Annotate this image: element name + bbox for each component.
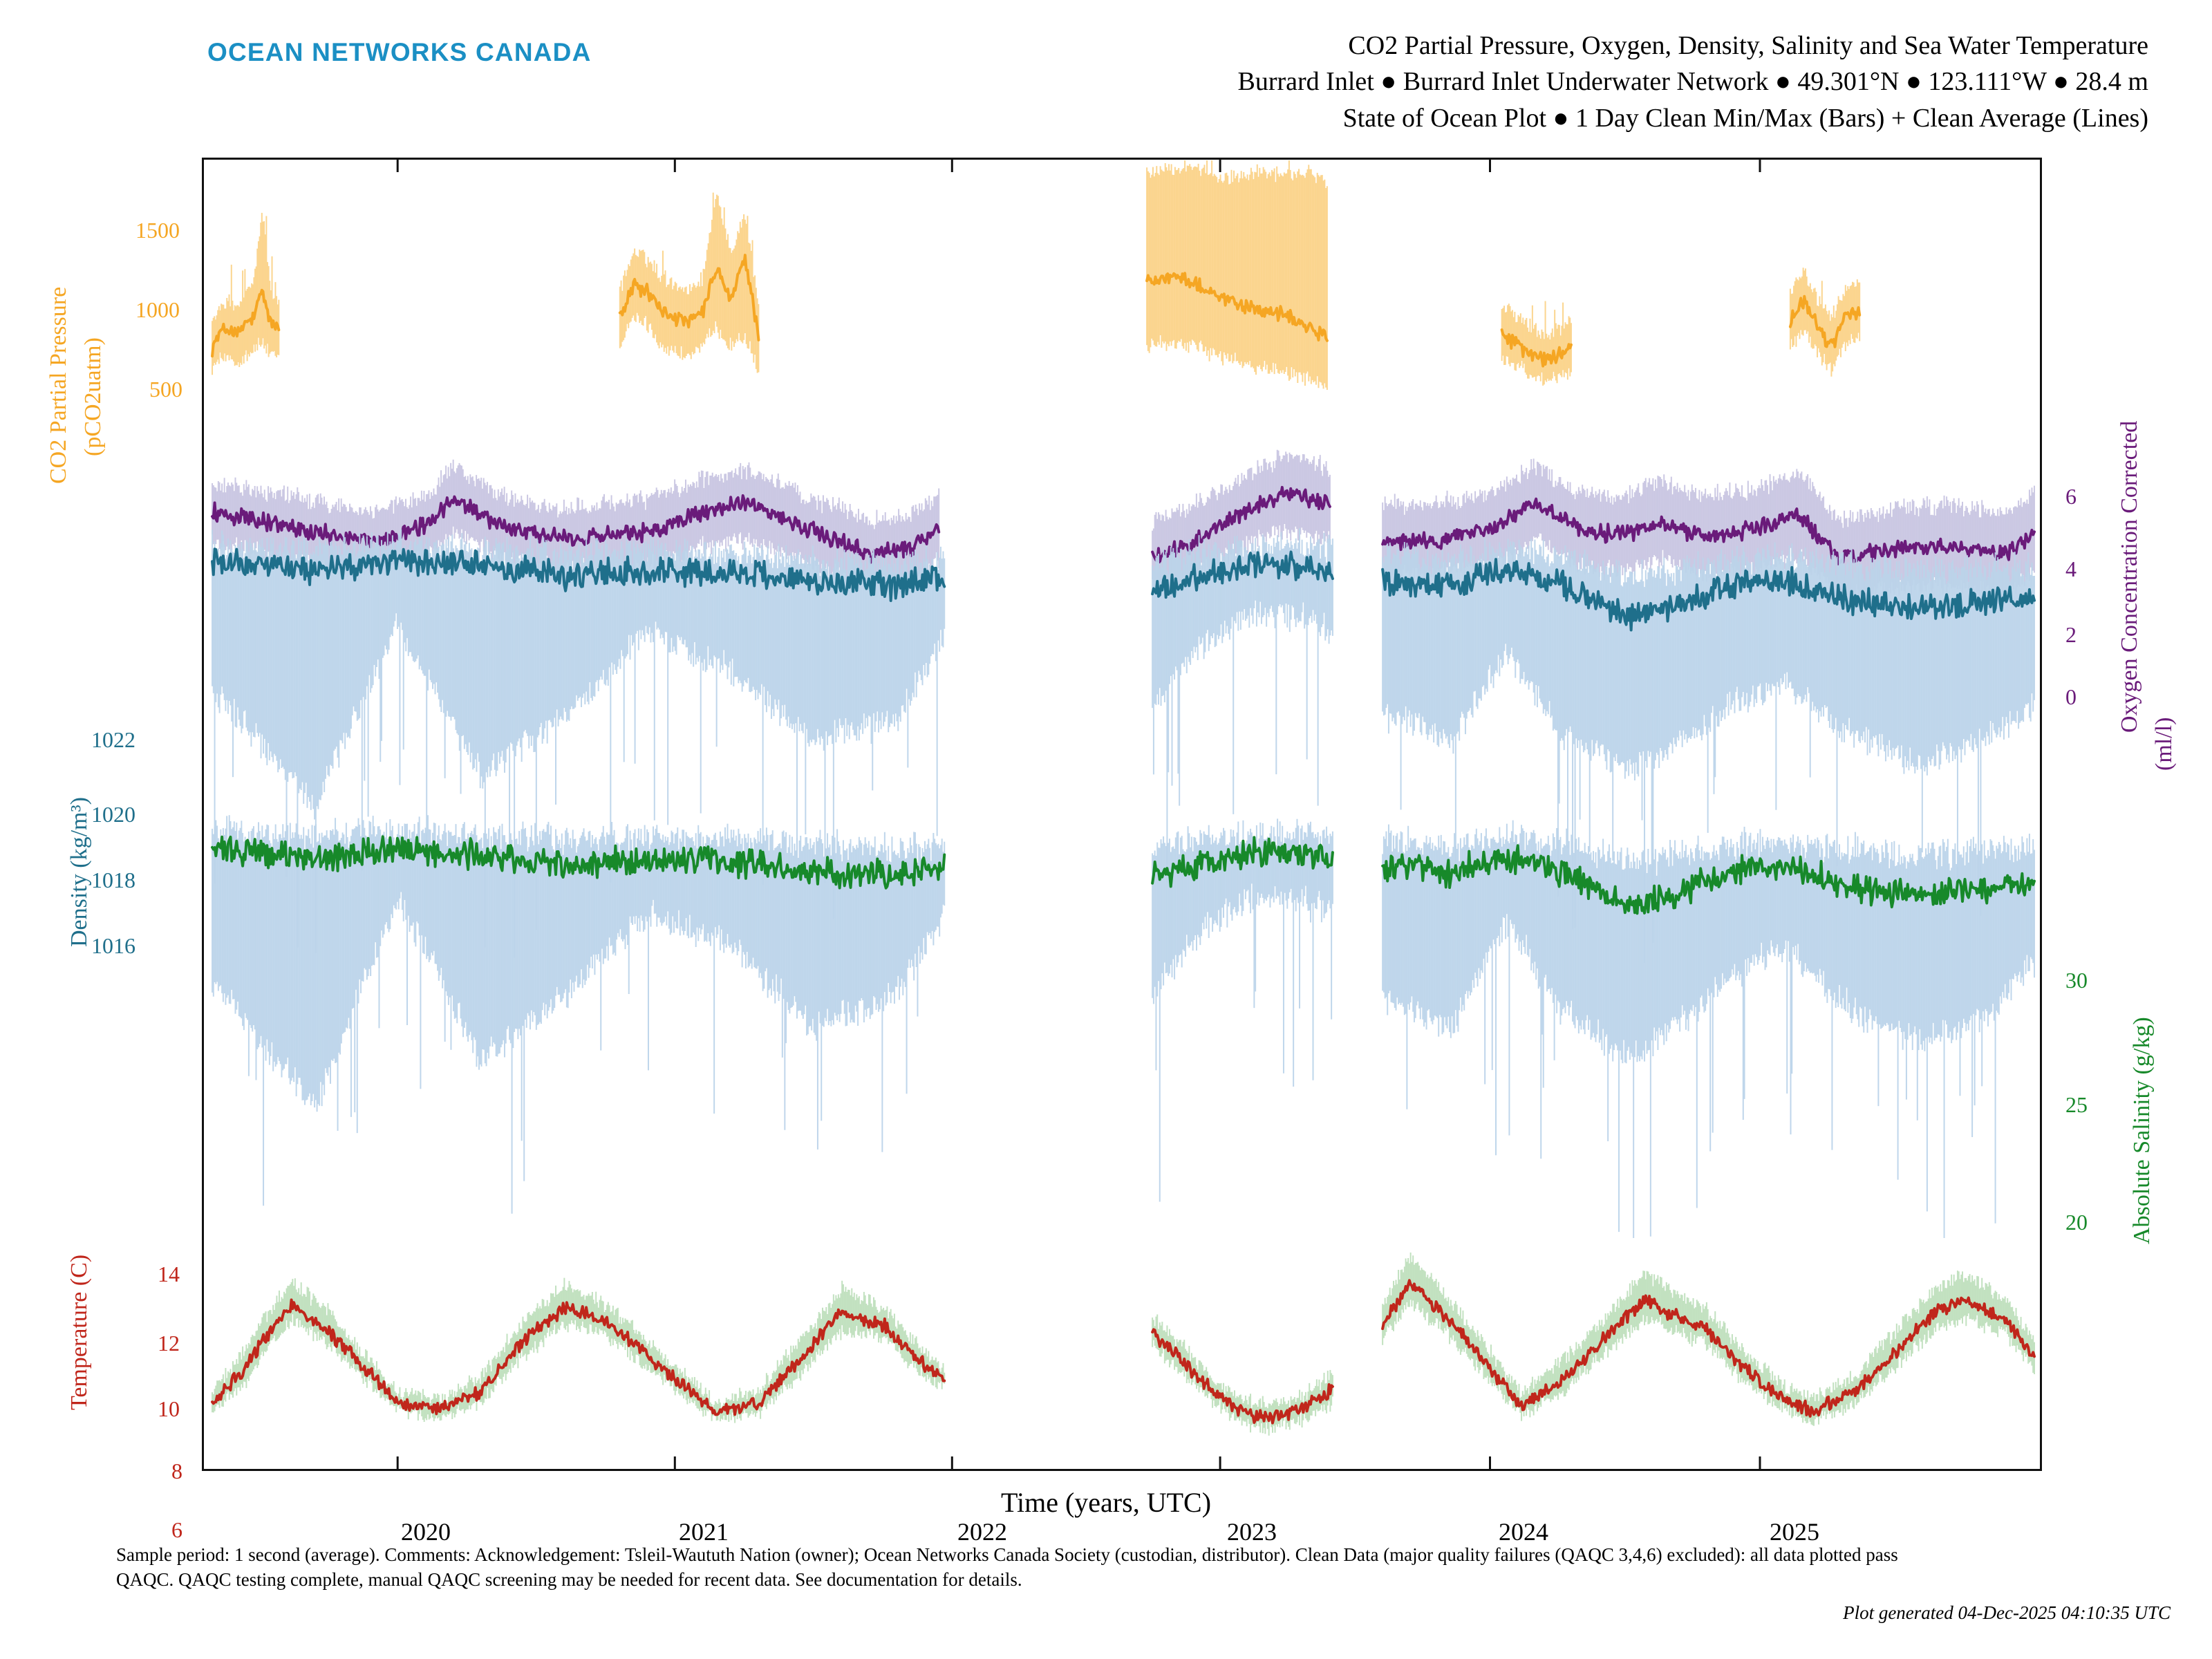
state-of-ocean-plot[interactable] bbox=[202, 158, 2042, 1471]
onc-logo-text: OCEAN NETWORKS CANADA bbox=[207, 38, 592, 66]
ytick-co2-1000: 1000 bbox=[135, 297, 180, 322]
ytick-temp-8: 8 bbox=[171, 1459, 182, 1483]
ytick-co2-1500: 1500 bbox=[135, 218, 180, 243]
ytick-salinity-20: 20 bbox=[2065, 1210, 2088, 1235]
footer-note: Sample period: 1 second (average). Comments: Acknowledgement: Tsleil-Waututh Nation (owner); Ocean Networks Canada Society (custodian, distributor). Clean Data (major quality failures (QAQC 3,4,6) excluded): all data plotted pass QAQC. QAQC testing complete, manual QAQC screening may be needed for recent data. See documentation for details. bbox=[116, 1544, 1898, 1590]
ytick-temp-10: 10 bbox=[158, 1396, 180, 1421]
ytick-temp-14: 14 bbox=[158, 1262, 180, 1286]
axis-label-oxygen-units: (ml/l) bbox=[2151, 717, 2177, 771]
axis-label-density: Density (kg/m³) bbox=[66, 797, 92, 947]
plot-title-line-1: CO2 Partial Pressure, Oxygen, Density, Salinity and Sea Water Temperature bbox=[1348, 31, 2148, 60]
ytick-salinity-25: 25 bbox=[2065, 1092, 2088, 1117]
xtick-2023: 2023 bbox=[1227, 1518, 1277, 1546]
ytick-oxygen-2: 2 bbox=[2065, 622, 2077, 647]
ytick-density-1016: 1016 bbox=[91, 933, 135, 958]
x-axis-title: Time (years, UTC) bbox=[1000, 1487, 1212, 1518]
ytick-co2-500: 500 bbox=[149, 377, 182, 402]
plot-title-line-2: Burrard Inlet ● Burrard Inlet Underwater Network ● 49.301°N ● 123.111°W ● 28.4 m bbox=[1237, 67, 2148, 97]
axis-label-co2: CO2 Partial Pressure bbox=[46, 286, 71, 484]
plot-title-block bbox=[1238, 28, 2149, 136]
xtick-2022: 2022 bbox=[957, 1518, 1007, 1546]
xtick-2024: 2024 bbox=[1499, 1518, 1548, 1546]
ytick-oxygen-6: 6 bbox=[2065, 484, 2077, 509]
xtick-2021: 2021 bbox=[679, 1518, 729, 1546]
ytick-temp-12: 12 bbox=[158, 1331, 180, 1356]
plot-title-line-3: State of Ocean Plot ● 1 Day Clean Min/Max (Bars) + Clean Average (Lines) bbox=[1342, 103, 2148, 133]
ytick-density-1022: 1022 bbox=[91, 727, 135, 752]
ytick-oxygen-4: 4 bbox=[2065, 556, 2077, 581]
xtick-2025: 2025 bbox=[1770, 1518, 1819, 1546]
ytick-oxygen-0: 0 bbox=[2065, 684, 2077, 709]
generated-timestamp: Plot generated 04-Dec-2025 04:10:35 UTC bbox=[1843, 1602, 2171, 1623]
chart-canvas bbox=[204, 160, 2040, 1469]
axis-label-oxygen: Oxygen Concentration Corrected bbox=[2117, 420, 2142, 733]
ytick-density-1020: 1020 bbox=[91, 802, 135, 827]
axis-label-co2-units: (pCO2uatm) bbox=[80, 337, 106, 456]
axis-label-temperature: Temperature (C) bbox=[66, 1254, 92, 1410]
axis-label-salinity: Absolute Salinity (g/kg) bbox=[2129, 1017, 2155, 1244]
ytick-density-1018: 1018 bbox=[91, 868, 135, 892]
xtick-2020: 2020 bbox=[401, 1518, 451, 1546]
ytick-temp-6: 6 bbox=[171, 1517, 182, 1542]
ytick-salinity-30: 30 bbox=[2065, 968, 2088, 993]
